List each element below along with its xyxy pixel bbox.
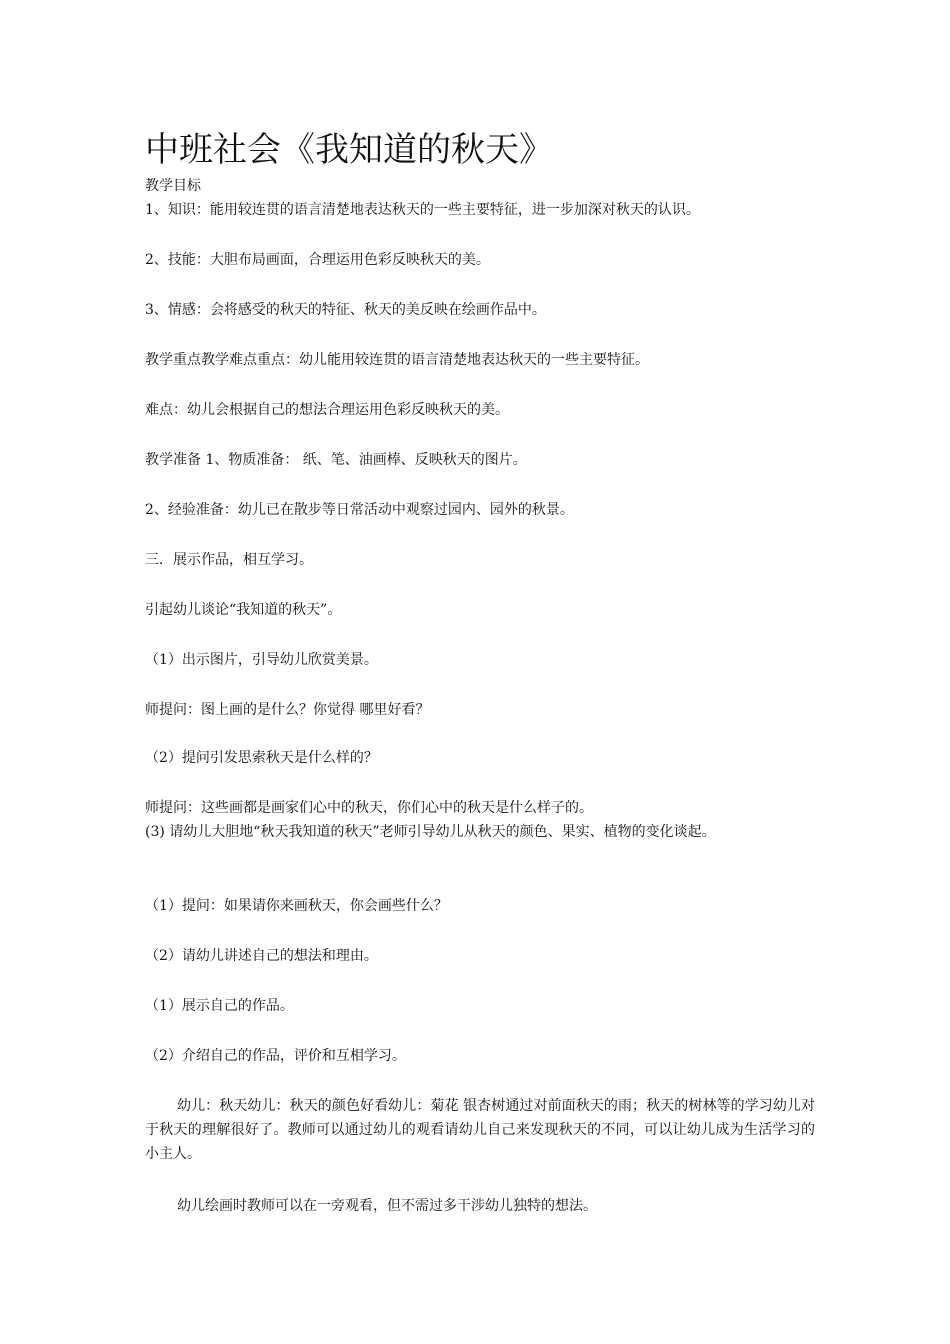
goal-skill: 2、技能：大胆布局画面，合理运用色彩反映秋天的美。: [145, 252, 490, 268]
goal-knowledge: 1、知识：能用较连贯的语言清楚地表达秋天的一些主要特征，进一步加深对秋天的认识。: [145, 202, 700, 218]
step-show-pictures: （1）出示图片，引导幼儿欣赏美景。: [145, 652, 378, 668]
summary-paragraph: 幼儿：秋天幼儿：秋天的颜色好看幼儿：菊花 银杏树通过对前面秋天的雨；秋天的树林等的学习幼儿对于秋天的理解很好了。教师可以通过幼儿的观看请幼儿自己来发现秋天的不同，可以让幼儿成为生活学习的小主人。: [145, 1098, 815, 1162]
document-title: 中班社会《我知道的秋天》: [145, 130, 553, 170]
teacher-question-1: 师提问：图上画的是什么？你觉得 哪里好看？: [145, 702, 430, 718]
discussion-intro: 引起幼儿谈论“我知道的秋天”。: [145, 602, 342, 618]
step-explain-ideas: （2）请幼儿讲述自己的想法和理由。: [145, 948, 378, 964]
closing-note: 幼儿绘画时教师可以在一旁观看，但不需过多干涉幼儿独特的想法。: [177, 1198, 597, 1214]
material-preparation: 教学准备 1、物质准备： 纸、笔、油画棒、反映秋天的图片。: [145, 452, 527, 468]
section-display-works: 三．展示作品，相互学习。: [145, 552, 313, 568]
step-show-own-work: （1）展示自己的作品。: [145, 998, 294, 1014]
section-heading-teaching-goals: 教学目标: [145, 178, 201, 194]
teacher-question-2: 师提问：这些画都是画家们心中的秋天，你们心中的秋天是什么样子的。: [145, 800, 593, 816]
step-introduce-work: （2）介绍自己的作品，评价和互相学习。: [145, 1048, 406, 1064]
goal-emotion: 3、情感：会将感受的秋天的特征、秋天的美反映在绘画作品中。: [145, 302, 546, 318]
experience-preparation: 2、经验准备：幼儿已在散步等日常活动中观察过园内、园外的秋景。: [145, 502, 574, 518]
step-question-autumn: （2）提问引发思索秋天是什么样的？: [145, 750, 378, 766]
difficult-points: 难点：幼儿会根据自己的想法合理运用色彩反映秋天的美。: [145, 402, 509, 418]
step-ask-draw: （1）提问：如果请你来画秋天，你会画些什么？: [145, 898, 448, 914]
step-children-talk: (3) 请幼儿大胆地“秋天我知道的秋天”老师引导幼儿从秋天的颜色、果实、植物的变化谈起。: [145, 824, 716, 840]
key-points: 教学重点教学难点重点：幼儿能用较连贯的语言清楚地表达秋天的一些主要特征。: [145, 352, 649, 368]
